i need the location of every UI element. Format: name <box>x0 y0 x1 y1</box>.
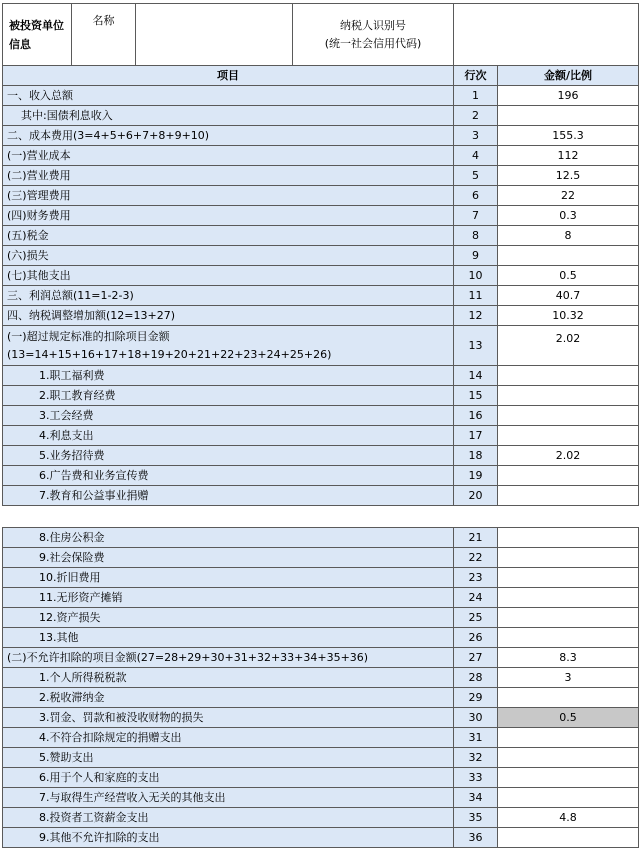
row-number: 30 <box>454 708 498 728</box>
row-number: 1 <box>454 86 498 106</box>
taxpayer-id-label-cell <box>293 4 454 66</box>
table-row <box>3 406 639 426</box>
column-header-row-no: 行次 <box>454 66 498 86</box>
amount-cell[interactable] <box>498 528 639 548</box>
row-number: 31 <box>454 728 498 748</box>
table-row <box>3 548 639 568</box>
table-row <box>3 386 639 406</box>
item-label: (一)超过规定标准的扣除项目金额 <box>7 330 170 344</box>
row-number: 5 <box>454 166 498 186</box>
table-row <box>3 688 639 708</box>
name-label: 名称 <box>72 4 136 66</box>
amount-cell[interactable]: 2.02 <box>498 446 639 466</box>
item-label: (七)其他支出 <box>3 266 454 286</box>
amount-cell[interactable] <box>498 366 639 386</box>
table-row <box>3 568 639 588</box>
table-row <box>3 366 639 386</box>
row-number: 11 <box>454 286 498 306</box>
item-label: 12.资产损失 <box>3 608 454 628</box>
row-number: 10 <box>454 266 498 286</box>
amount-cell[interactable] <box>498 106 639 126</box>
table-row <box>3 486 639 506</box>
amount-cell[interactable]: 4.8 <box>498 808 639 828</box>
item-label: 二、成本费用(3=4+5+6+7+8+9+10) <box>3 126 454 146</box>
row-number: 23 <box>454 568 498 588</box>
taxpayer-id-label: 纳税人识别号 <box>340 19 406 33</box>
item-label: 三、利润总额(11=1-2-3) <box>3 286 454 306</box>
amount-cell[interactable] <box>498 246 639 266</box>
row-number: 3 <box>454 126 498 146</box>
table-row <box>3 326 639 366</box>
row-number: 2 <box>454 106 498 126</box>
item-label: 2.税收滞纳金 <box>3 688 454 708</box>
item-label: (三)管理费用 <box>3 186 454 206</box>
row-number: 28 <box>454 668 498 688</box>
amount-cell[interactable]: 12.5 <box>498 166 639 186</box>
item-label: 4.利息支出 <box>3 426 454 446</box>
table-row <box>3 306 639 326</box>
table-row <box>3 466 639 486</box>
amount-cell[interactable]: 8.3 <box>498 648 639 668</box>
amount-cell-highlighted[interactable]: 0.5 <box>498 708 639 728</box>
row-number: 21 <box>454 528 498 548</box>
row-number: 26 <box>454 628 498 648</box>
row-number: 17 <box>454 426 498 446</box>
table-row <box>3 106 639 126</box>
table-row <box>3 628 639 648</box>
row-number: 9 <box>454 246 498 266</box>
table-row <box>3 446 639 466</box>
table-row <box>3 748 639 768</box>
amount-cell[interactable]: 0.3 <box>498 206 639 226</box>
amount-cell[interactable]: 40.7 <box>498 286 639 306</box>
item-label-formula: (13=14+15+16+17+18+19+20+21+22+23+24+25+26) <box>7 347 332 361</box>
table-row <box>3 426 639 446</box>
table-row <box>3 186 639 206</box>
table-row <box>3 286 639 306</box>
name-value[interactable] <box>136 4 293 66</box>
item-label: 11.无形资产摊销 <box>3 588 454 608</box>
amount-cell[interactable] <box>498 728 639 748</box>
amount-cell[interactable]: 3 <box>498 668 639 688</box>
table-row <box>3 86 639 106</box>
item-label: (六)损失 <box>3 246 454 266</box>
row-number: 24 <box>454 588 498 608</box>
amount-cell[interactable] <box>498 608 639 628</box>
table-row <box>3 166 639 186</box>
row-number: 19 <box>454 466 498 486</box>
row-number: 7 <box>454 206 498 226</box>
amount-cell[interactable] <box>498 548 639 568</box>
item-label: 9.其他不允许扣除的支出 <box>3 828 454 848</box>
item-label: (二)营业费用 <box>3 166 454 186</box>
amount-cell[interactable] <box>498 406 639 426</box>
item-label: (一)营业成本 <box>3 146 454 166</box>
amount-cell[interactable] <box>498 688 639 708</box>
table-row <box>3 206 639 226</box>
row-number: 6 <box>454 186 498 206</box>
row-number: 29 <box>454 688 498 708</box>
row-number: 27 <box>454 648 498 668</box>
row-number: 32 <box>454 748 498 768</box>
row-number: 25 <box>454 608 498 628</box>
amount-cell[interactable] <box>498 466 639 486</box>
amount-cell[interactable]: 10.32 <box>498 306 639 326</box>
item-label: 3.罚金、罚款和被没收财物的损失 <box>3 708 454 728</box>
amount-cell[interactable] <box>498 486 639 506</box>
table-row <box>3 126 639 146</box>
table-row <box>3 608 639 628</box>
amount-cell[interactable]: 8 <box>498 226 639 246</box>
row-number: 34 <box>454 788 498 808</box>
item-label: 8.住房公积金 <box>3 528 454 548</box>
row-number: 12 <box>454 306 498 326</box>
amount-cell[interactable] <box>498 588 639 608</box>
amount-cell[interactable] <box>498 748 639 768</box>
table-row <box>3 768 639 788</box>
item-label: 5.赞助支出 <box>3 748 454 768</box>
item-label: 2.职工教育经费 <box>3 386 454 406</box>
tax-table-part1 <box>2 3 639 506</box>
item-label: 13.其他 <box>3 628 454 648</box>
item-label: (五)税金 <box>3 226 454 246</box>
amount-cell[interactable]: 196 <box>498 86 639 106</box>
amount-cell[interactable]: 112 <box>498 146 639 166</box>
row-number: 4 <box>454 146 498 166</box>
row-number: 33 <box>454 768 498 788</box>
table-row <box>3 266 639 286</box>
item-label: 6.广告费和业务宣传费 <box>3 466 454 486</box>
item-label: 8.投资者工资薪金支出 <box>3 808 454 828</box>
table-row <box>3 708 639 728</box>
row-number: 35 <box>454 808 498 828</box>
amount-cell[interactable]: 22 <box>498 186 639 206</box>
item-label: 10.折旧费用 <box>3 568 454 588</box>
item-label: 四、纳税调整增加额(12=13+27) <box>3 306 454 326</box>
table-row <box>3 788 639 808</box>
table-row <box>3 728 639 748</box>
table-row <box>3 808 639 828</box>
item-label: (二)不允许扣除的项目金额(27=28+29+30+31+32+33+34+35+36) <box>3 648 454 668</box>
column-header-amount: 金额/比例 <box>498 66 639 86</box>
item-label: 6.用于个人和家庭的支出 <box>3 768 454 788</box>
item-label: 一、收入总额 <box>3 86 454 106</box>
item-label-multiline <box>3 326 454 366</box>
table-row <box>3 648 639 668</box>
row-number: 16 <box>454 406 498 426</box>
row-number: 22 <box>454 548 498 568</box>
item-label: 3.工会经费 <box>3 406 454 426</box>
item-label: 其中:国债利息收入 <box>3 106 454 126</box>
column-header-item: 项目 <box>3 66 454 86</box>
row-number: 18 <box>454 446 498 466</box>
investee-info-label: 被投资单位信息 <box>3 4 72 66</box>
table-row <box>3 528 639 548</box>
item-label: 7.与取得生产经营收入无关的其他支出 <box>3 788 454 808</box>
item-label: (四)财务费用 <box>3 206 454 226</box>
row-number: 14 <box>454 366 498 386</box>
amount-cell[interactable]: 2.02 <box>498 326 639 366</box>
amount-cell[interactable] <box>498 568 639 588</box>
row-number: 8 <box>454 226 498 246</box>
item-label: 5.业务招待费 <box>3 446 454 466</box>
row-number: 15 <box>454 386 498 406</box>
amount-cell[interactable] <box>498 386 639 406</box>
taxpayer-id-value[interactable] <box>454 4 639 66</box>
row-number: 20 <box>454 486 498 506</box>
table-row <box>3 828 639 848</box>
table-row <box>3 246 639 266</box>
amount-cell[interactable]: 0.5 <box>498 266 639 286</box>
amount-cell[interactable] <box>498 426 639 446</box>
item-label: 1.个人所得税税款 <box>3 668 454 688</box>
item-label: 4.不符合扣除规定的捐赠支出 <box>3 728 454 748</box>
table-row <box>3 146 639 166</box>
amount-cell[interactable] <box>498 628 639 648</box>
tax-table-part2 <box>2 527 639 848</box>
amount-cell[interactable] <box>498 768 639 788</box>
table-row <box>3 226 639 246</box>
item-label: 9.社会保险费 <box>3 548 454 568</box>
amount-cell[interactable] <box>498 788 639 808</box>
taxpayer-id-sub: (统一社会信用代码) <box>324 36 422 50</box>
item-label: 1.职工福利费 <box>3 366 454 386</box>
table-row <box>3 588 639 608</box>
item-label: 7.教育和公益事业捐赠 <box>3 486 454 506</box>
row-number: 36 <box>454 828 498 848</box>
row-number: 13 <box>454 326 498 366</box>
table-row <box>3 668 639 688</box>
amount-cell[interactable] <box>498 828 639 848</box>
amount-cell[interactable]: 155.3 <box>498 126 639 146</box>
